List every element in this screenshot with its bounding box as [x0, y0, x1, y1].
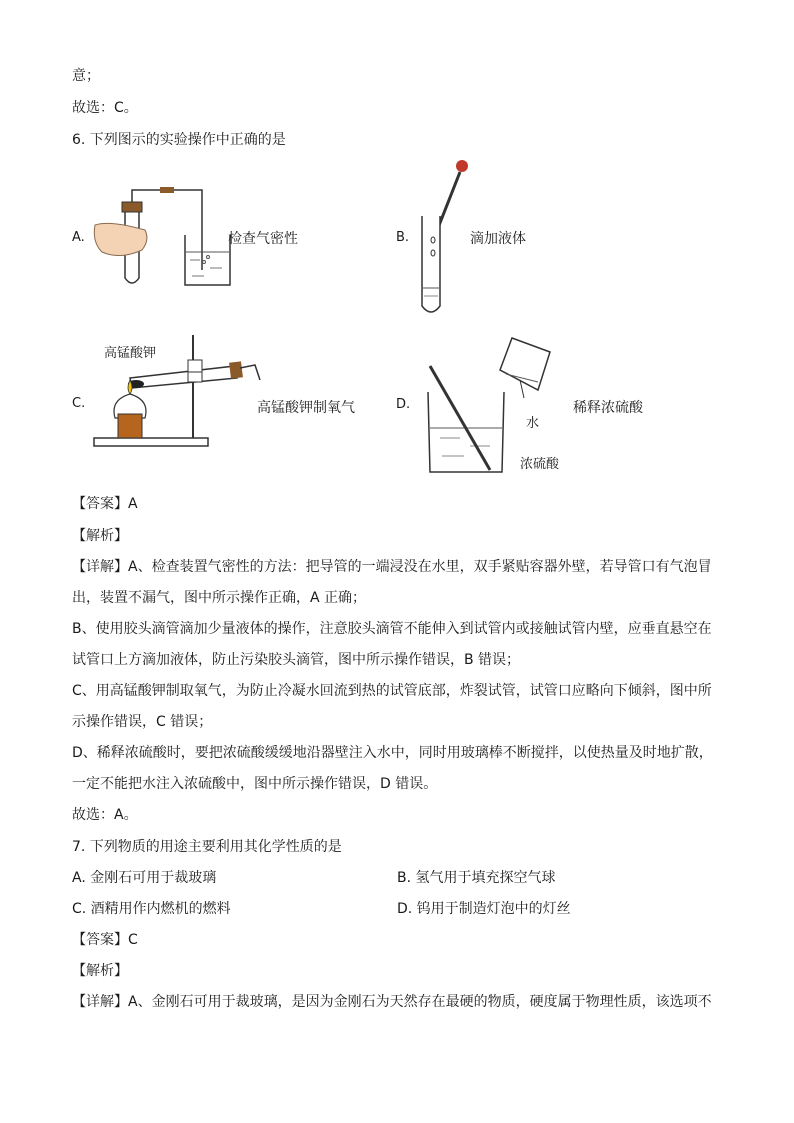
option-b-letter: B. [396, 230, 410, 245]
option-a-letter: A. [72, 230, 85, 245]
text-line: 意； [72, 68, 100, 84]
figure-d-water-label: 水 [526, 416, 540, 431]
option-b-caption: 滴加液体 [470, 231, 526, 247]
option-c: C. 酒精用作内燃机的燃料 [72, 901, 231, 917]
option-b: B. 氢气用于填充探空气球 [397, 870, 556, 886]
analysis-label: 【解析】 [72, 963, 128, 979]
analysis-label: 【解析】 [72, 528, 128, 544]
detail-line: D、稀释浓硫酸时，要把浓硫酸缓缓地沿器壁注入水中，同时用玻璃棒不断搅拌，以使热量及时地扩散， [72, 745, 713, 761]
detail-line: C、用高锰酸钾制取氧气，为防止冷凝水回流到热的试管底部，炸裂试管，试管口应略向下倾斜，图中所 [72, 683, 712, 699]
question-6-stem: 6. 下列图示的实验操作中正确的是 [72, 132, 286, 148]
option-a-caption: 检查气密性 [228, 231, 298, 247]
answer-label: 【答案】C [72, 932, 138, 948]
detail-line: 一定不能把水注入浓硫酸中，图中所示操作错误，D 错误。 [72, 776, 438, 792]
detail-line: 试管口上方滴加液体，防止污染胶头滴管，图中所示操作错误，B 错误； [72, 652, 521, 668]
option-c-caption: 高锰酸钾制氧气 [257, 400, 355, 416]
option-a: A. 金刚石可用于裁玻璃 [72, 870, 217, 886]
question-7-stem: 7. 下列物质的用途主要利用其化学性质的是 [72, 839, 342, 855]
detail-line: B、使用胶头滴管滴加少量液体的操作，注意胶头滴管不能伸入到试管内或接触试管内壁，应垂直悬空在 [72, 621, 712, 637]
option-c-letter: C. [72, 396, 86, 411]
answer-label: 【答案】A [72, 496, 138, 512]
text-line: 故选：C。 [72, 100, 138, 116]
figure-d-acid-label: 浓硫酸 [520, 457, 560, 472]
detail-line: 【详解】A、金刚石可用于裁玻璃，是因为金刚石为天然存在最硬的物质，硬度属于物理性质，该选项不 [72, 994, 712, 1010]
detail-line: 出，装置不漏气，图中所示操作正确，A 正确； [72, 590, 367, 606]
figure-c-kmno4 [90, 330, 270, 480]
option-d-caption: 稀释浓硫酸 [573, 400, 643, 416]
detail-line: 故选：A。 [72, 807, 138, 823]
option-d: D. 钨用于制造灯泡中的灯丝 [397, 901, 571, 917]
detail-line: 【详解】A、检查装置气密性的方法：把导管的一端浸没在水里，双手紧贴容器外壁，若导管口有气泡冒 [72, 559, 712, 575]
detail-line: 示操作错误，C 错误； [72, 714, 213, 730]
figure-c-label: 高锰酸钾 [104, 346, 157, 361]
option-d-letter: D. [396, 397, 411, 412]
